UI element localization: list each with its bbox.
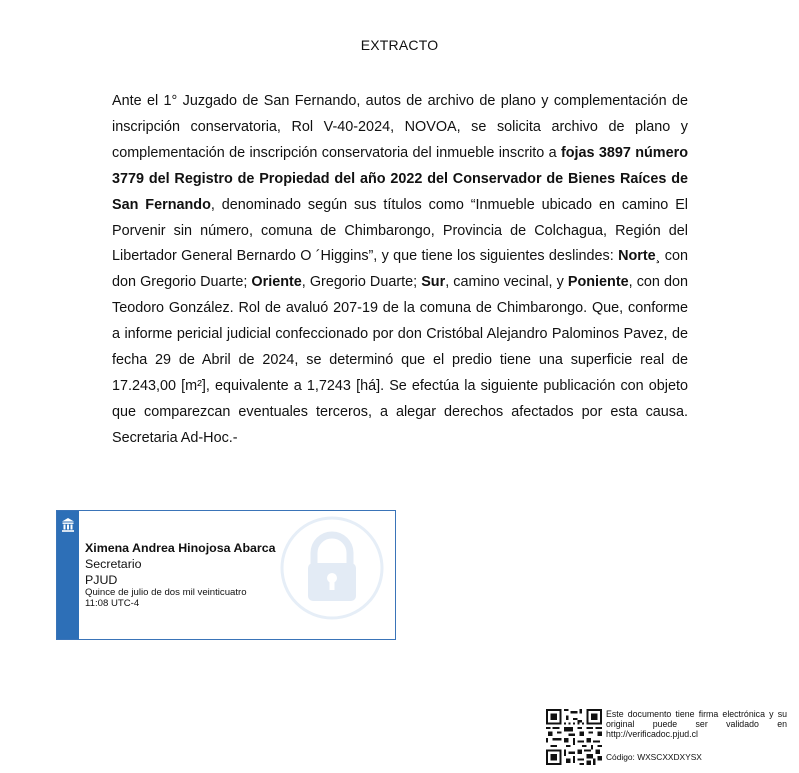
signature-side-bar: [57, 511, 79, 639]
courthouse-icon: [61, 517, 75, 533]
body-segment-bold: Sur: [421, 274, 446, 291]
document-title: EXTRACTO: [360, 37, 439, 53]
body-segment: , denominado según sus títulos como “Inmueble ubicado en camino El Porvenir sin número, comuna de Chimbarongo, Provincia de Colchagua, Región del Libertador General Bernardo O ´Higgins”, y que tiene los siguientes deslindes:: [112, 196, 688, 265]
verification-code: Código: WXSCXXDXYSX: [606, 752, 702, 762]
body-segment-bold: Oriente: [251, 274, 302, 291]
signature-details: [85, 541, 276, 609]
document-body: [112, 89, 688, 452]
signer-role: Secretario: [85, 557, 142, 571]
body-segment: , camino vecinal, y: [445, 274, 568, 291]
qr-code-icon: [546, 709, 602, 765]
padlock-icon: [279, 515, 385, 621]
body-segment-bold: Norte: [618, 248, 656, 265]
signer-organization: PJUD: [85, 573, 118, 587]
verification-notice: Este documento tiene firma electrónica y su original puede ser validado en http://verificadoc.pjud.cl: [606, 709, 787, 739]
body-segment: , Gregorio Duarte;: [301, 274, 422, 291]
signer-name: Ximena Andrea Hinojosa Abarca: [85, 541, 276, 555]
signature-box: [56, 510, 396, 640]
body-segment: Ante el 1° Juzgado de San Fernando, autos de archivo de plano y complementación de inscripción conservatoria, Rol V-40-2024, NOVOA, se solicita archivo de plano y complementación de inscripción conservatoria del inmueble inscrito a: [112, 93, 688, 161]
body-segment-bold: Poniente: [567, 274, 629, 291]
body-segment-bold: fojas 3897 número 3779 del Registro de Propiedad del año 2022 del Conservador de Bienes Raíces de San Fernando: [112, 144, 688, 213]
signature-time: 11:08 UTC-4: [85, 597, 140, 609]
signature-date: Quince de julio de dos mil veinticuatro: [85, 587, 247, 598]
body-segment: , con don Teodoro González. Rol de avaluó 207-19 de la comuna de Chimbarongo. Que, conforme a informe pericial judicial confeccionado por don Cristóbal Alejandro Palominos Pavez, de fecha 29 de Abril de 2024, se determinó que el predio tiene una superficie real de 17.243,00 [m²], equivalente a 1,7243 [há]. Se efectúa la siguiente publicación con objeto que comparezcan eventuales terceros, a alegar derechos afectados por esta causa. Secretaria Ad-Hoc.-: [112, 274, 688, 446]
body-segment: ¸ con don Gregorio Duarte;: [112, 248, 688, 291]
